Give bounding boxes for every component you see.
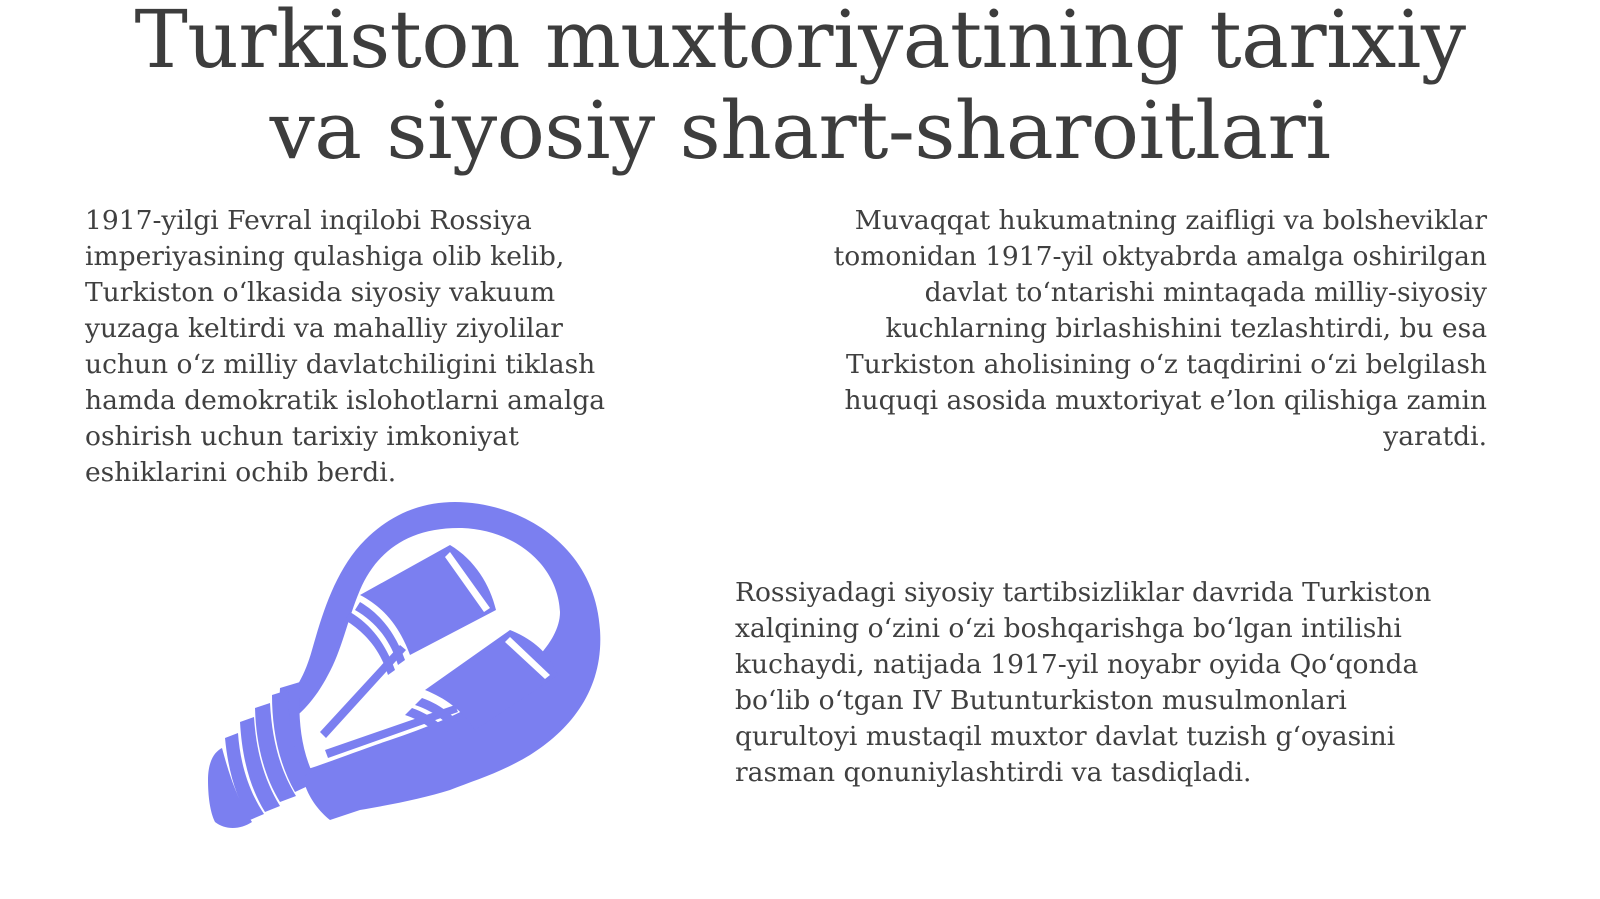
paragraph-line: Rossiyadagi siyosiy tartibsizliklar davrida Turkiston — [735, 577, 1432, 608]
paragraph-line: hamda demokratik islohotlarni amalga — [85, 385, 606, 416]
paragraph-line: huquqi asosida muxtoriyat e’lon qilishiga zamin — [844, 385, 1487, 416]
paragraph-line: Muvaqqat hukumatning zaifligi va bolsheviklar — [854, 205, 1487, 236]
paragraph-line: Turkiston oʻlkasida siyosiy vakuum — [85, 277, 556, 308]
paragraph-line: yaratdi. — [1383, 421, 1487, 452]
slide-title — [0, 0, 1600, 176]
paragraph-line: tomonidan 1917-yil oktyabrda amalga oshirilgan — [833, 241, 1487, 272]
paragraph-line: kuchlarning birlashishini tezlashtirdi, bu esa — [885, 313, 1487, 344]
lightbulb-with-books-icon — [200, 500, 620, 850]
paragraph-line: 1917-yilgi Fevral inqilobi Rossiya — [85, 205, 532, 236]
paragraph-line: imperiyasining qulashiga olib kelib, — [85, 241, 565, 272]
paragraph-line: davlat toʻntarishi mintaqada milliy-siyosiy — [924, 277, 1487, 308]
slide-title-line-2: va siyosiy shart-sharoitlari — [269, 84, 1331, 177]
paragraph-line: rasman qonuniylashtirdi va tasdiqladi. — [735, 757, 1252, 788]
paragraph-february-revolution — [85, 203, 685, 491]
paragraph-line: yuzaga keltirdi va mahalliy ziyolilar — [85, 313, 563, 344]
paragraph-kokand-congress — [735, 575, 1515, 791]
paragraph-line: kuchaydi, natijada 1917-yil noyabr oyida Qoʻqonda — [735, 649, 1419, 680]
paragraph-line: uchun oʻz milliy davlatchiligini tiklash — [85, 349, 596, 380]
paragraph-line: eshiklarini ochib berdi. — [85, 457, 397, 488]
paragraph-line: oshirish uchun tarixiy imkoniyat — [85, 421, 519, 452]
paragraph-line: Turkiston aholisining oʻz taqdirini oʻzi belgilash — [846, 349, 1487, 380]
paragraph-line: qurultoyi mustaqil muxtor davlat tuzish gʻoyasini — [735, 721, 1396, 752]
paragraph-line: boʻlib oʻtgan IV Butunturkiston musulmonlari — [735, 685, 1347, 716]
paragraph-provisional-government — [767, 203, 1487, 455]
slide-title-line-1: Turkiston muxtoriyatining tarixiy — [134, 0, 1466, 86]
paragraph-line: xalqining oʻzini oʻzi boshqarishga boʻlgan intilishi — [735, 613, 1402, 644]
